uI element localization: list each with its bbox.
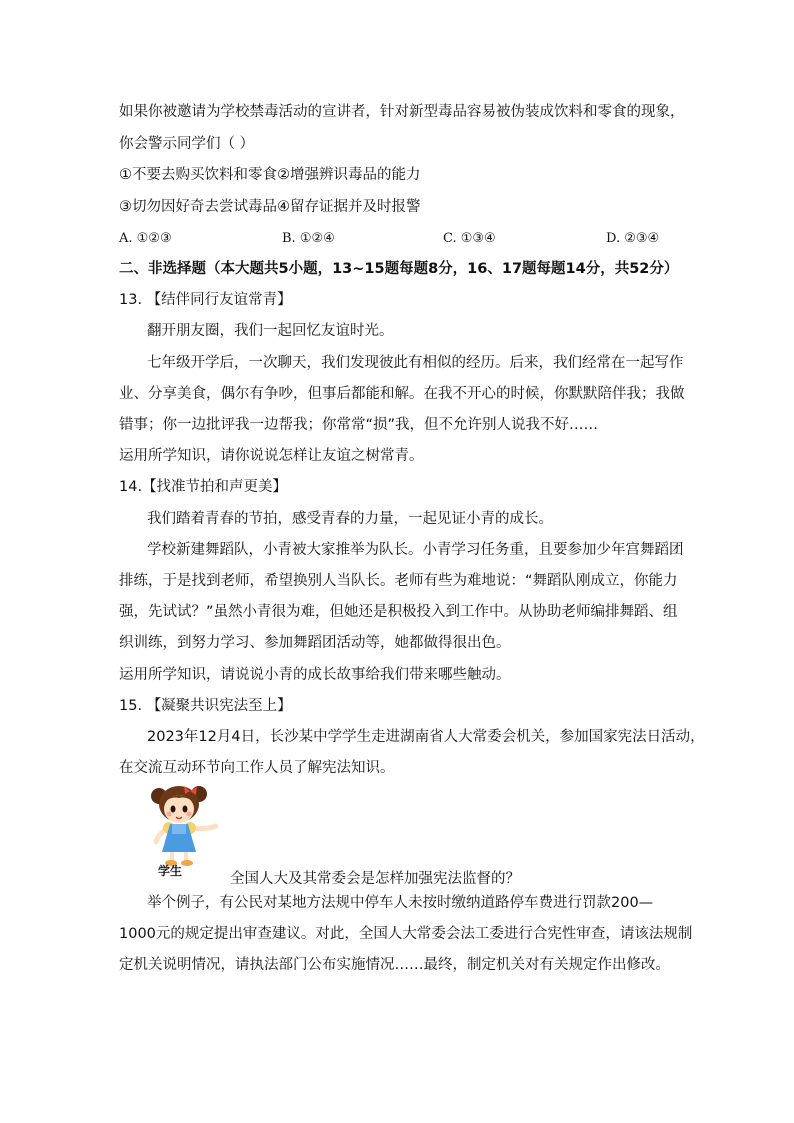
q13-paragraph-1: 翻开朋友圈，我们一起回忆友谊时光。 [147,323,394,339]
q13-paragraph-2-line3: 错事；你一边批评我一边帮我；你常常“损”我，但不允许别人说我不好…… [119,417,599,433]
q15-answer-line2: 1000元的规定提出审查建议。对此，全国人大常委会法工委进行合宪性审查，请该法规制 [119,926,693,942]
student-label: 学生 [158,864,183,878]
q12-stem-line1: 如果你被邀请为学校禁毒活动的宣讲者，针对新型毒品容易被伪装成饮料和零食的现象， [119,104,685,120]
q14-paragraph-2-line3: 强，先试试？”虽然小青很为难，但她还是积极投入到工作中。从协助老师编排舞蹈、组 [119,604,678,620]
q12-option-a: A. ①②③ [119,231,172,246]
q12-option-c: C. ①③④ [443,231,496,246]
student-illustration [150,782,222,880]
q12-items-line1: ①不要去购买饮料和零食②增强辨识毒品的能力 [119,167,421,183]
student-question: 全国人大及其常委会是怎样加强宪法监督的？ [230,871,520,887]
q12-option-d: D. ②③④ [606,231,660,246]
q12-items-line2: ③切勿因好奇去尝试毒品④留存证据并及时报警 [119,199,421,215]
q14-paragraph-2-line4: 织训练，到努力学习、参加舞蹈团活动等，她都做得很出色。 [119,635,511,651]
q15-answer-line3: 定机关说明情况，请执法部门公布实施情况……最终，制定机关对有关规定作出修改。 [119,957,670,973]
q14-paragraph-1: 我们踏着青春的节拍，感受青春的力量，一起见证小青的成长。 [147,511,553,527]
q14-paragraph-2-line1: 学校新建舞蹈队，小青被大家推举为队长。小青学习任务重，且要参加少年宫舞蹈团 [147,542,684,558]
section-heading: 二、非选择题（本大题共5小题，13~15题每题8分，16、17题每题14分，共52分） [119,261,679,277]
q13-question: 运用所学知识，请你说说怎样让友谊之树常青。 [119,448,424,464]
q14-question: 运用所学知识，请说说小青的成长故事给我们带来哪些触动。 [119,667,511,683]
q14-title: 14.【找准节拍和声更美】 [119,479,288,495]
q15-paragraph-1-line2: 在交流互动环节向工作人员了解宪法知识。 [119,760,395,776]
q14-paragraph-2-line2: 排练，于是找到老师，希望换别人当队长。老师有些为难地说：“舞蹈队刚成立，你能力 [119,573,678,589]
q13-title: 13. 【结伴同行友谊常青】 [119,292,292,308]
q13-paragraph-2-line2: 业、分享美食，偶尔有争吵，但事后都能和解。在我不开心的时候，你默默陪伴我；我做 [119,386,685,402]
q12-option-b: B. ①②④ [282,231,335,246]
q15-paragraph-1-line1: 2023年12月4日，长沙某中学学生走进湖南省人大常委会机关，参加国家宪法日活动， [147,729,705,745]
q13-paragraph-2-line1: 七年级开学后，一次聊天，我们发现彼此有相似的经历。后来，我们经常在一起写作 [147,355,684,371]
q15-title: 15. 【凝聚共识宪法至上】 [119,698,292,714]
q15-answer-line1: 举个例子，有公民对某地方法规中停车人未按时缴纳道路停车费进行罚款200— [147,895,654,911]
q12-stem-line2: 你会警示同学们（ ） [119,136,255,152]
